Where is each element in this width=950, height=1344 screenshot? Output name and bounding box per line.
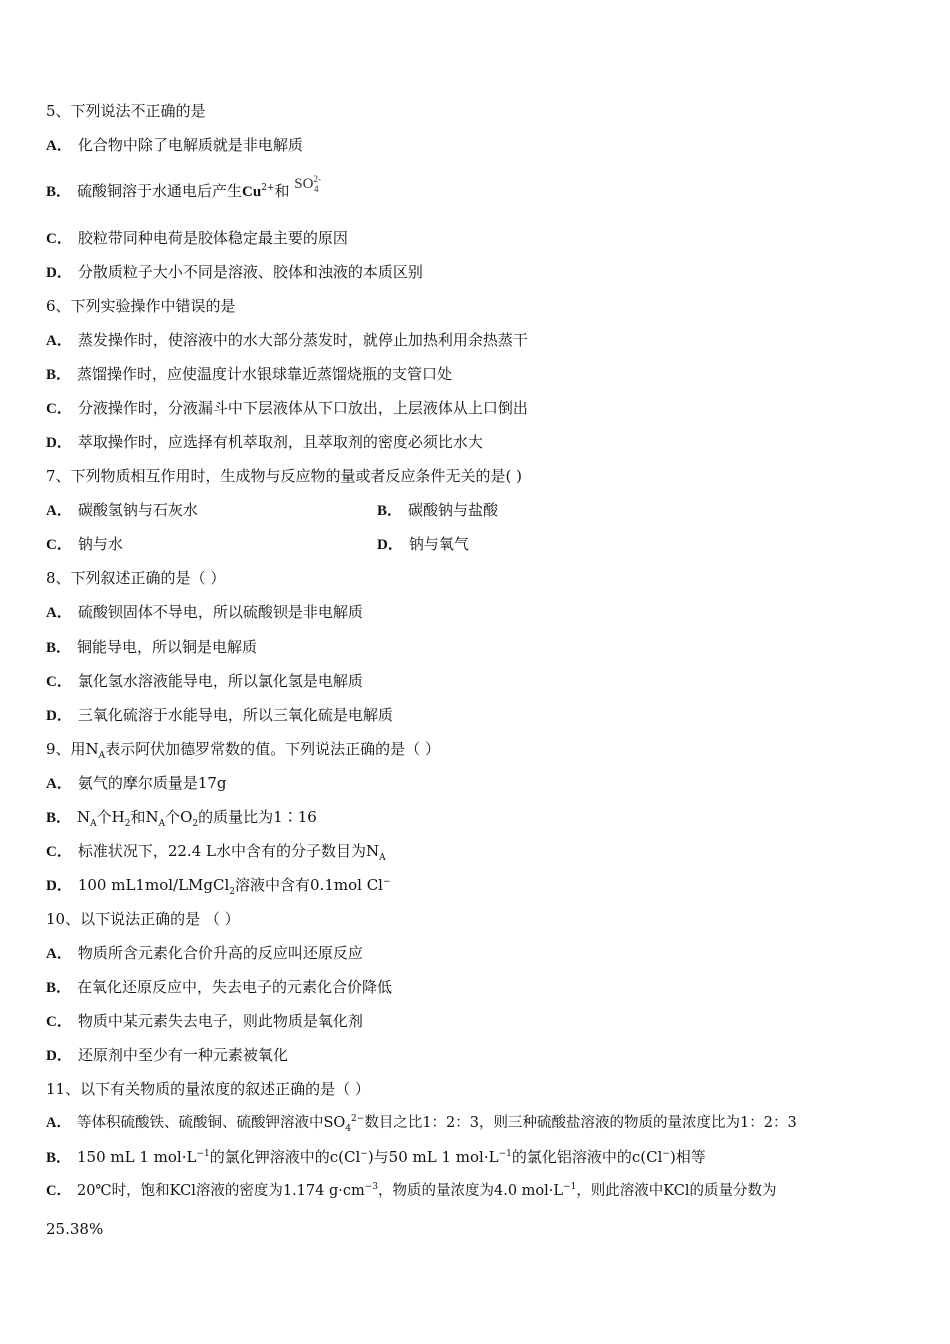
question-11-option-c: C． 20℃时，饱和KCl溶液的密度为1.174 $g\cdot cm^{-3}$，物质的量浓度为4.0 $mol\cdot L^{-1}$，则此溶液中KCl的质量分数为	[46, 1182, 777, 1199]
question-9-stem: 9、用$N_A$表示阿伏加德罗常数的值。下列说法正确的是（ ）	[46, 740, 440, 761]
question-10-option-d: D． 还原剂中至少有一种元素被氧化	[46, 1046, 288, 1064]
question-11-stem: 11、以下有关物质的量浓度的叙述正确的是（ ）	[46, 1080, 370, 1098]
question-10-option-a: A． 物质所含元素化合价升高的反应叫还原反应	[46, 944, 363, 962]
question-8-stem: 8、下列叙述正确的是（ ）	[46, 569, 226, 587]
question-6-option-a: A． 蒸发操作时，使溶液中的水大部分蒸发时，就停止加热利用余热蒸干	[46, 331, 528, 349]
question-5-option-a: A． 化合物中除了电解质就是非电解质	[46, 136, 303, 154]
question-7-option-a: A． 碳酸氢钠与石灰水	[46, 501, 198, 519]
sulfate-formula: $SO^{2-}_4$	[294, 174, 321, 194]
question-5-stem: 5、下列说法不正确的是	[46, 102, 206, 120]
question-6-option-d: D． 萃取操作时，应选择有机萃取剂，且萃取剂的密度必须比水大	[46, 433, 483, 451]
question-7-option-d: D． 钠与氧气	[377, 535, 469, 553]
question-7-option-c: C． 钠与水	[46, 535, 123, 553]
question-8-option-b: B． 铜能导电，所以铜是电解质	[46, 638, 258, 656]
question-8-option-c: C． 氯化氢水溶液能导电，所以氯化氢是电解质	[46, 672, 363, 690]
question-8-option-d: D． 三氧化硫溶于水能导电，所以三氧化硫是电解质	[46, 706, 393, 724]
question-11-option-b: B． 150 mL 1 $mol\cdot L^{-1}$的氯化钾溶液中的c(Cl−)与50 mL 1 $mol\cdot L^{-1}$的氯化铝溶液中的c(Cl−)相等	[46, 1148, 706, 1166]
question-7-stem: 7、下列物质相互作用时，生成物与反应物的量或者反应条件无关的是( )	[46, 467, 523, 485]
question-9-option-c: C． 标准状况下，22.4 L水中含有的分子数目为$N_A$	[46, 842, 386, 863]
question-6-stem: 6、下列实验操作中错误的是	[46, 297, 236, 315]
question-11-option-a: A． 等体积硫酸铁、硫酸铜、硫酸钾溶液中$SO_4^{2-}$数目之比1：2：3，则三种硫酸盐溶液的物质的量浓度比为1：2：3	[46, 1114, 797, 1134]
question-6-option-b: B． 蒸馏操作时，应使温度计水银球靠近蒸馏烧瓶的支管口处	[46, 365, 453, 383]
question-11-option-c-continued: 25.38%	[46, 1220, 104, 1238]
question-9-option-a: A． 氨气的摩尔质量是17g	[46, 774, 227, 792]
question-5-option-b: B． 硫酸铜溶于水通电后产生$Cu^{2+}$和 $SO^{2-}_4$	[46, 181, 325, 202]
question-5-option-d: D． 分散质粒子大小不同是溶液、胶体和浊液的本质区别	[46, 263, 423, 281]
question-9-option-d: D． 100 mL1mol/LMgCl$_2$溶液中含有0.1mol Cl−	[46, 876, 391, 897]
question-9-option-b: B． $N_A$个$H_2$和$N_A$个$O_2$的质量比为1∶16	[46, 808, 317, 829]
question-6-option-c: C． 分液操作时，分液漏斗中下层液体从下口放出，上层液体从上口倒出	[46, 399, 528, 417]
question-7-option-b: B． 碳酸钠与盐酸	[377, 501, 499, 519]
question-10-stem: 10、以下说法正确的是 （ ）	[46, 910, 240, 928]
question-5-option-c: C． 胶粒带同种电荷是胶体稳定最主要的原因	[46, 229, 348, 247]
question-10-option-b: B． 在氧化还原反应中，失去电子的元素化合价降低	[46, 978, 393, 996]
question-10-option-c: C． 物质中某元素失去电子，则此物质是氧化剂	[46, 1012, 363, 1030]
question-8-option-a: A． 硫酸钡固体不导电，所以硫酸钡是非电解质	[46, 603, 363, 621]
